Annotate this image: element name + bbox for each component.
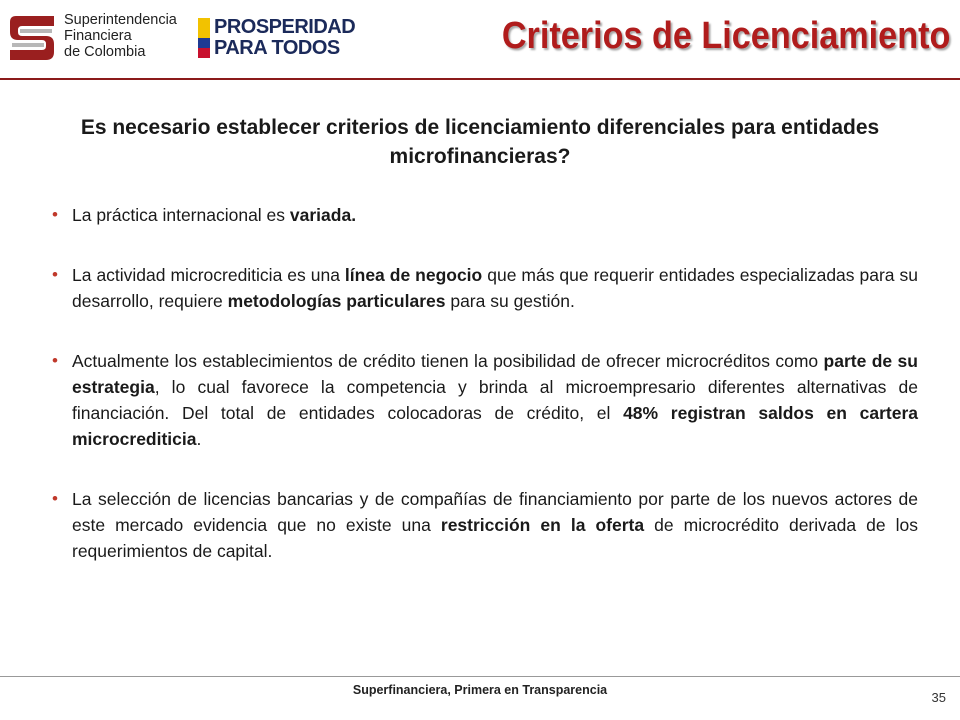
colombia-flag-icon (198, 18, 210, 58)
bullet-2-emphasis-b: metodologías particulares (227, 291, 446, 311)
bullet-4-text-a: La selección de licencias bancarias y de compañías de financiamiento por parte de los nuevos actores de este mercado evidencia que no existe una (72, 489, 918, 535)
bullet-2-text-b: que más que requerir entidades especializadas para su desarrollo, requiere (72, 265, 918, 311)
bullet-item-2 (52, 262, 918, 314)
bullet-1-text: La práctica internacional es (72, 205, 290, 225)
prosperidad-logo (198, 14, 356, 66)
prosperidad-line-2: PARA TODOS (214, 37, 340, 59)
bullet-3-emphasis-b: 48% registran saldos en cartera microcrediticia (72, 403, 918, 449)
prosperidad-text (214, 17, 355, 59)
bullet-4-emphasis: restricción en la oferta (440, 515, 645, 535)
slide-header (0, 0, 960, 80)
superfinanciera-line-3: de Colombia (64, 44, 146, 60)
bullet-2-text-a: La actividad microcrediticia es una (72, 265, 345, 285)
bullet-2-emphasis-a: línea de negocio (344, 265, 483, 285)
bullet-dot-icon: • (52, 265, 58, 284)
bullet-3-text-a: Actualmente los establecimientos de crédito tienen la posibilidad de ofrecer microcréditos como (72, 351, 824, 371)
footer-tagline: Superfinanciera, Primera en Transparencia (352, 683, 608, 697)
superfinanciera-line-2: Financiera (64, 28, 132, 44)
prosperidad-line-1: PROSPERIDAD (214, 16, 356, 38)
superfinanciera-line-1: Superintendencia (64, 12, 177, 28)
bullet-4-text-b: de microcrédito derivada de los requerimientos de capital. (72, 515, 918, 561)
bullet-dot-icon: • (52, 205, 58, 224)
bullet-list (52, 202, 918, 564)
bullet-3-text-c: . (196, 429, 202, 449)
slide-subtitle: Es necesario establecer criterios de licenciamiento diferenciales para entidades microfinancieras? (80, 116, 880, 168)
page-number: 35 (931, 690, 946, 705)
bullet-item-3 (52, 348, 918, 452)
header-divider (0, 78, 960, 80)
bullet-item-1 (52, 202, 918, 228)
footer-divider (0, 676, 960, 677)
superfinanciera-name (64, 12, 177, 60)
bullet-3-emphasis-a: parte de su estrategia (72, 351, 918, 397)
bullet-3-text-b: , lo cual favorece la competencia y brinda al microempresario diferentes alternativas de financiación. Del total de entidades colocadoras de crédito, el (72, 377, 918, 423)
bullet-item-4 (52, 486, 918, 564)
superfinanciera-logo (6, 10, 186, 66)
slide-title: Criterios de Licenciamiento (501, 15, 950, 57)
superfinanciera-emblem-icon (6, 12, 58, 64)
bullet-dot-icon: • (52, 351, 58, 370)
bullet-2-text-c: para su gestión. (445, 291, 575, 311)
bullet-1-emphasis: variada. (289, 205, 357, 225)
bullet-dot-icon: • (52, 489, 58, 508)
